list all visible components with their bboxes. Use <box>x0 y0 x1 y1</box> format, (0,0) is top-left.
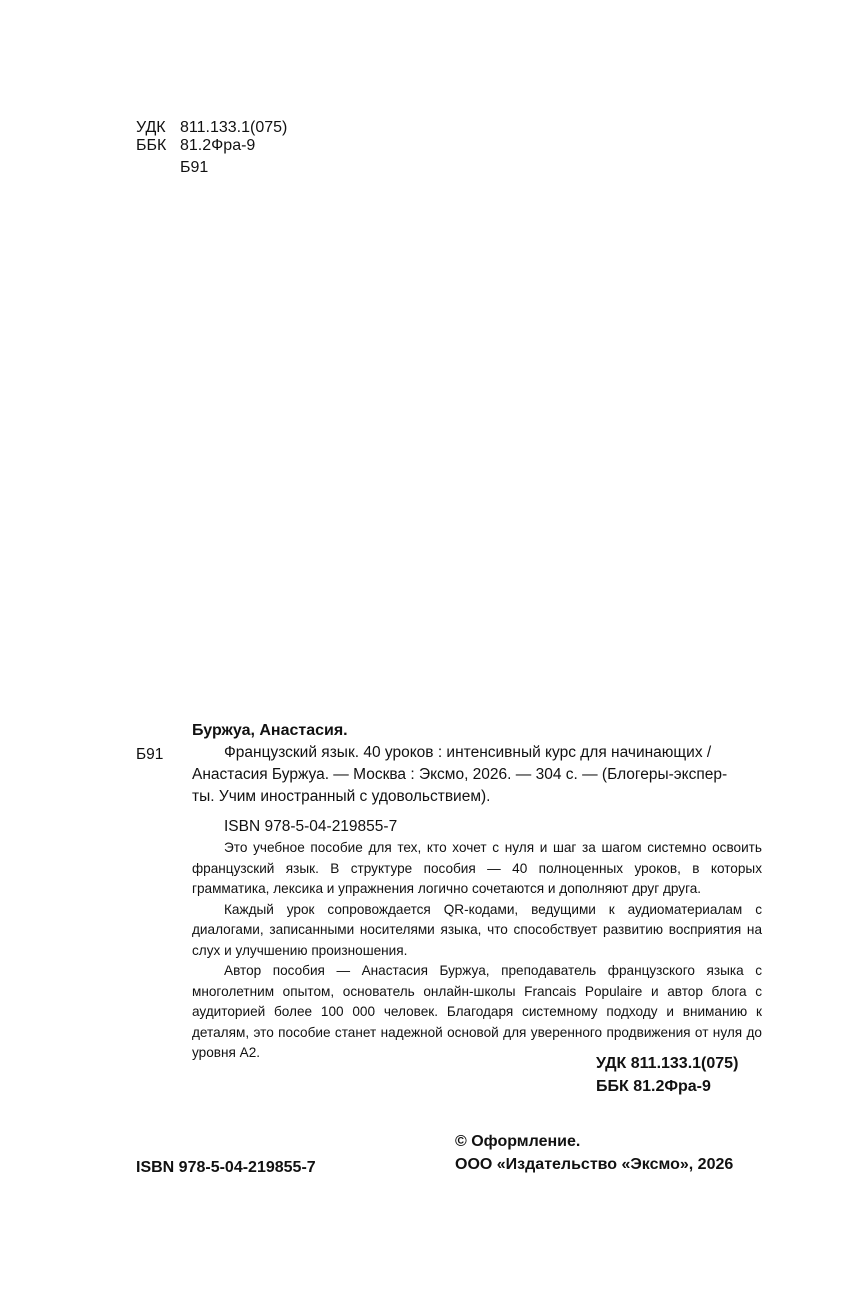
author-sign: Б91 <box>180 159 209 176</box>
udk-label: УДК <box>136 119 166 136</box>
annotation-paragraph: Каждый урок сопровождается QR-кодами, ведущими к аудиоматериалам с диалогами, записанными носителями языка, что способствует развитию восприятия на слух и улучшению произношения. <box>192 901 762 958</box>
author-heading: Буржуа, Анастасия. <box>192 722 348 739</box>
copyright-line-2: ООО «Издательство «Эксмо», 2026 <box>455 1156 734 1173</box>
bottom-udk: УДК 811.133.1(075) <box>596 1055 739 1072</box>
record-line-3: ты. Учим иностранный с удовольствием). <box>192 788 491 805</box>
udk-value: 811.133.1(075) <box>180 119 288 136</box>
copyright-line-1: © Оформление. <box>455 1133 581 1150</box>
annotation-paragraph: Автор пособия — Анастасия Буржуа, преподаватель французского языка с многолетним опытом, основатель онлайн-школы Francais Populaire и автор блога с аудиторией более 100 000 человек. Благодаря системному подходу и вниманию к деталям, это пособие станет надежной основой для уверенного продвижения от нуля до уровня А2. <box>192 963 762 1060</box>
record-author-sign: Б91 <box>136 746 164 763</box>
footer-isbn: ISBN 978-5-04-219855-7 <box>136 1159 316 1176</box>
annotation-paragraph: Это учебное пособие для тех, кто хочет с нуля и шаг за шагом системно освоить французский язык. В структуре пособия — 40 полноценных уроков, в которых грамматика, лексика и упражнения логично сочетаются и дополняют друг друга. <box>192 840 762 896</box>
record-isbn: ISBN 978-5-04-219855-7 <box>224 818 398 835</box>
bbk-label: ББК <box>136 137 167 154</box>
bbk-value: 81.2Фра-9 <box>180 137 256 154</box>
bibliographic-record <box>192 720 762 838</box>
record-line-1: Французский язык. 40 уроков : интенсивный курс для начинающих / <box>224 744 712 761</box>
bottom-bbk: ББК 81.2Фра-9 <box>596 1078 711 1095</box>
record-line-2: Анастасия Буржуа. — Москва : Эксмо, 2026. — 304 с. — (Блогеры-экспер- <box>192 766 728 783</box>
annotation <box>192 838 762 1064</box>
